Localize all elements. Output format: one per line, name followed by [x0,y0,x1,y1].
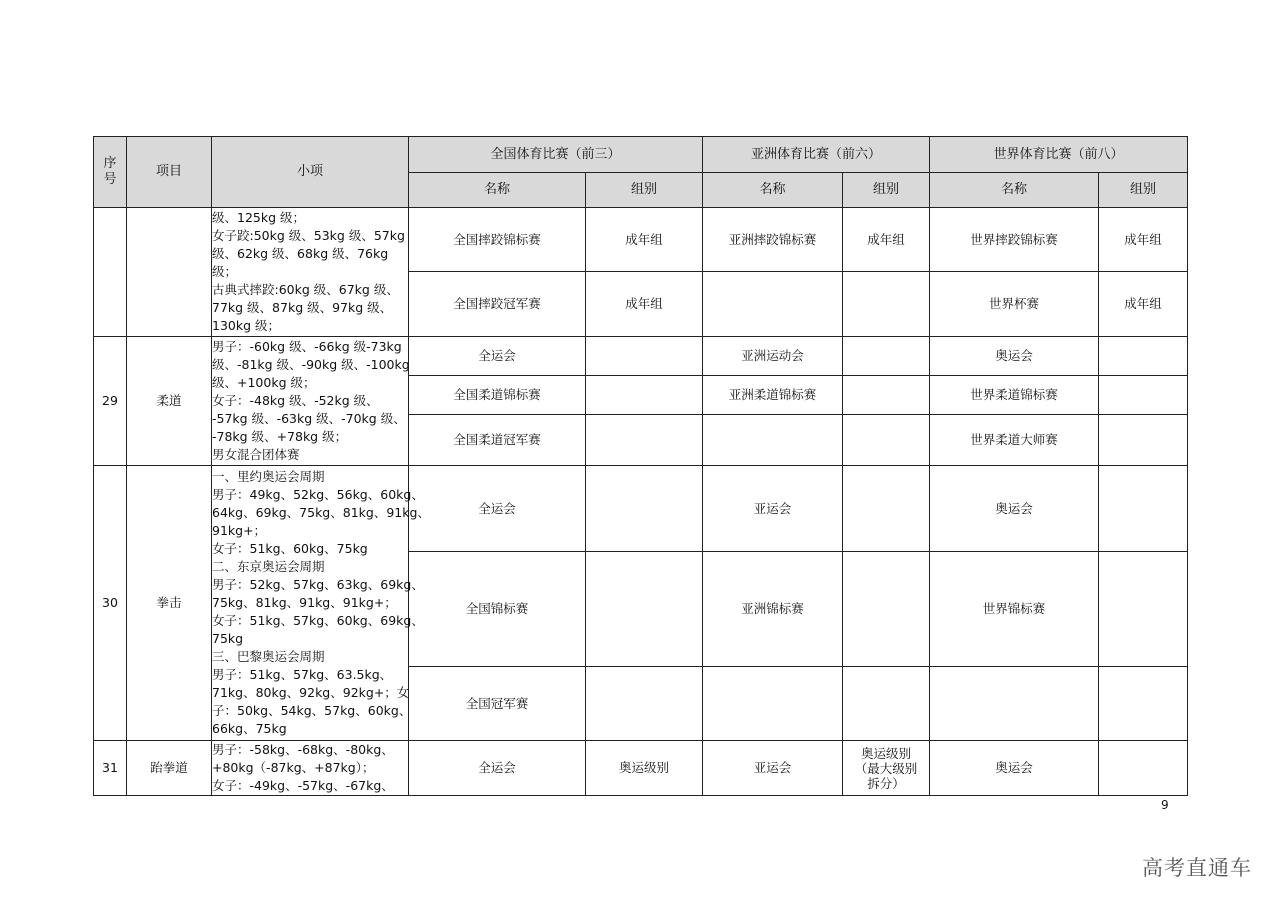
asian-group [843,337,930,376]
world-name: 世界柔道大师赛 [930,415,1099,466]
world-name: 奥运会 [930,741,1099,796]
national-name: 全运会 [409,741,586,796]
subitem-line: 66kg、75kg [212,721,287,736]
world-group [1099,337,1188,376]
table-row [94,741,1188,796]
world-name: 世界摔跤锦标赛 [930,208,1099,272]
asian-name: 亚洲摔跤锦标赛 [703,208,843,272]
header-asian-name: 名称 [703,173,843,208]
asian-name: 亚运会 [703,466,843,552]
asian-group-line: （最大级别 [854,760,918,776]
national-name: 全运会 [409,466,586,552]
national-group [586,552,703,667]
asian-group [843,741,930,796]
subitem-cell [212,466,430,741]
subitem-line: 一、里约奥运会周期 [212,469,325,484]
asian-group [843,376,930,415]
seq-cell [94,208,127,337]
header-world-group: 组别 [1099,173,1188,208]
world-name: 世界柔道锦标赛 [930,376,1099,415]
subitem-line: 男子：52kg、57kg、63kg、69kg、 [212,577,424,592]
table-row [94,337,1188,376]
asian-group [843,552,930,667]
asian-group [843,415,930,466]
asian-name [703,272,843,337]
item-cell: 柔道 [127,337,212,466]
asian-group-line: 拆分） [867,775,905,791]
national-group: 奥运级别 [586,741,703,796]
subitem-line: 男子：-58kg、-68kg、-80kg、 [212,742,394,757]
subitem-line: 级、125kg 级； [212,210,306,225]
national-group [586,667,703,741]
subitem-line: +80kg（-87kg、+87kg）； [212,760,375,775]
world-name: 奥运会 [930,337,1099,376]
world-group [1099,466,1188,552]
header-world: 世界体育比赛（前八） [930,137,1188,173]
page-number: 9 [1161,798,1169,812]
item-cell: 跆拳道 [127,741,212,796]
sports-events-table [93,136,1188,796]
subitem-line: 91kg+； [212,523,267,538]
subitem-line: 子：50kg、54kg、57kg、60kg、 [212,703,412,718]
watermark-text: 高考直通车 [1142,856,1252,880]
header-asian-group: 组别 [843,173,930,208]
national-group: 成年组 [586,208,703,272]
world-name: 世界锦标赛 [930,552,1099,667]
subitem-line: 二、东京奥运会周期 [212,559,325,574]
world-group [1099,552,1188,667]
header-national-name: 名称 [409,173,586,208]
world-group [1099,376,1188,415]
seq-cell: 30 [94,466,127,741]
subitem-cell [212,337,409,466]
world-name: 奥运会 [930,466,1099,552]
national-name: 全国冠军赛 [409,667,586,741]
subitem-cell [212,741,409,796]
header-seq: 序号 [94,137,127,208]
national-group [586,415,703,466]
subitem-line: 75kg、81kg、91kg、91kg+； [212,595,397,610]
national-group [586,466,703,552]
national-group [586,337,703,376]
table-row [94,208,1188,272]
subitem-line: 77kg 级、87kg 级、97kg 级、 [212,300,393,315]
world-group: 成年组 [1099,272,1188,337]
asian-name [703,667,843,741]
national-group: 成年组 [586,272,703,337]
subitem-line: 男女混合团体赛 [212,447,300,462]
subitem-line: 男子：49kg、52kg、56kg、60kg、 [212,487,424,502]
world-group [1099,667,1188,741]
header-subitem: 小项 [212,137,409,208]
subitem-line: 女子：-48kg 级、-52kg 级、 [212,393,379,408]
subitem-line: 女子：51kg、57kg、60kg、69kg、 [212,613,424,628]
subitem-line: 女子跤:50kg 级、53kg 级、57kg [212,228,405,243]
asian-name [703,415,843,466]
world-group [1099,415,1188,466]
asian-name: 亚洲柔道锦标赛 [703,376,843,415]
header-world-name: 名称 [930,173,1099,208]
item-cell: 拳击 [127,466,212,741]
subitem-cell [212,208,409,337]
subitem-line: 女子：-49kg、-57kg、-67kg、 [212,778,394,793]
header-item: 项目 [127,137,212,208]
header-asian: 亚洲体育比赛（前六） [703,137,930,173]
subitem-line: 级、62kg 级、68kg 级、76kg [212,246,389,261]
seq-cell: 31 [94,741,127,796]
header-national-group: 组别 [586,173,703,208]
subitem-line: 三、巴黎奥运会周期 [212,649,325,664]
seq-cell: 29 [94,337,127,466]
asian-group-line: 奥运级别 [861,745,912,761]
subitem-line: -57kg 级、-63kg 级、-70kg 级、 [212,411,406,426]
subitem-line: 级、-81kg 级、-90kg 级、-100kg [212,357,410,372]
asian-group [843,667,930,741]
asian-name: 亚洲锦标赛 [703,552,843,667]
world-group: 成年组 [1099,208,1188,272]
asian-group [843,272,930,337]
national-group [586,376,703,415]
header-national: 全国体育比赛（前三） [409,137,703,173]
subitem-line: 130kg 级； [212,318,281,333]
national-name: 全运会 [409,337,586,376]
subitem-line: 男子：51kg、57kg、63.5kg、 [212,667,393,682]
subitem-line: 级、+100kg 级； [212,375,316,390]
national-name: 全国摔跤冠军赛 [409,272,586,337]
subitem-line: -78kg 级、+78kg 级； [212,429,348,444]
world-group [1099,741,1188,796]
subitem-line: 男子：-60kg 级、-66kg 级-73kg [212,339,402,354]
asian-group: 成年组 [843,208,930,272]
subitem-line: 女子：51kg、60kg、75kg [212,541,368,556]
subitem-line: 级； [212,264,238,279]
table-row [94,466,1188,552]
asian-name: 亚运会 [703,741,843,796]
national-name: 全国柔道锦标赛 [409,376,586,415]
world-name [930,667,1099,741]
national-name: 全国锦标赛 [409,552,586,667]
national-name: 全国摔跤锦标赛 [409,208,586,272]
subitem-line: 古典式摔跤:60kg 级、67kg 级、 [212,282,399,297]
asian-group [843,466,930,552]
asian-name: 亚洲运动会 [703,337,843,376]
national-name: 全国柔道冠军赛 [409,415,586,466]
subitem-line: 64kg、69kg、75kg、81kg、91kg、 [212,505,430,520]
subitem-line: 71kg、80kg、92kg、92kg+；女 [212,685,410,700]
item-cell [127,208,212,337]
subitem-line: 75kg [212,631,244,646]
world-name: 世界杯赛 [930,272,1099,337]
